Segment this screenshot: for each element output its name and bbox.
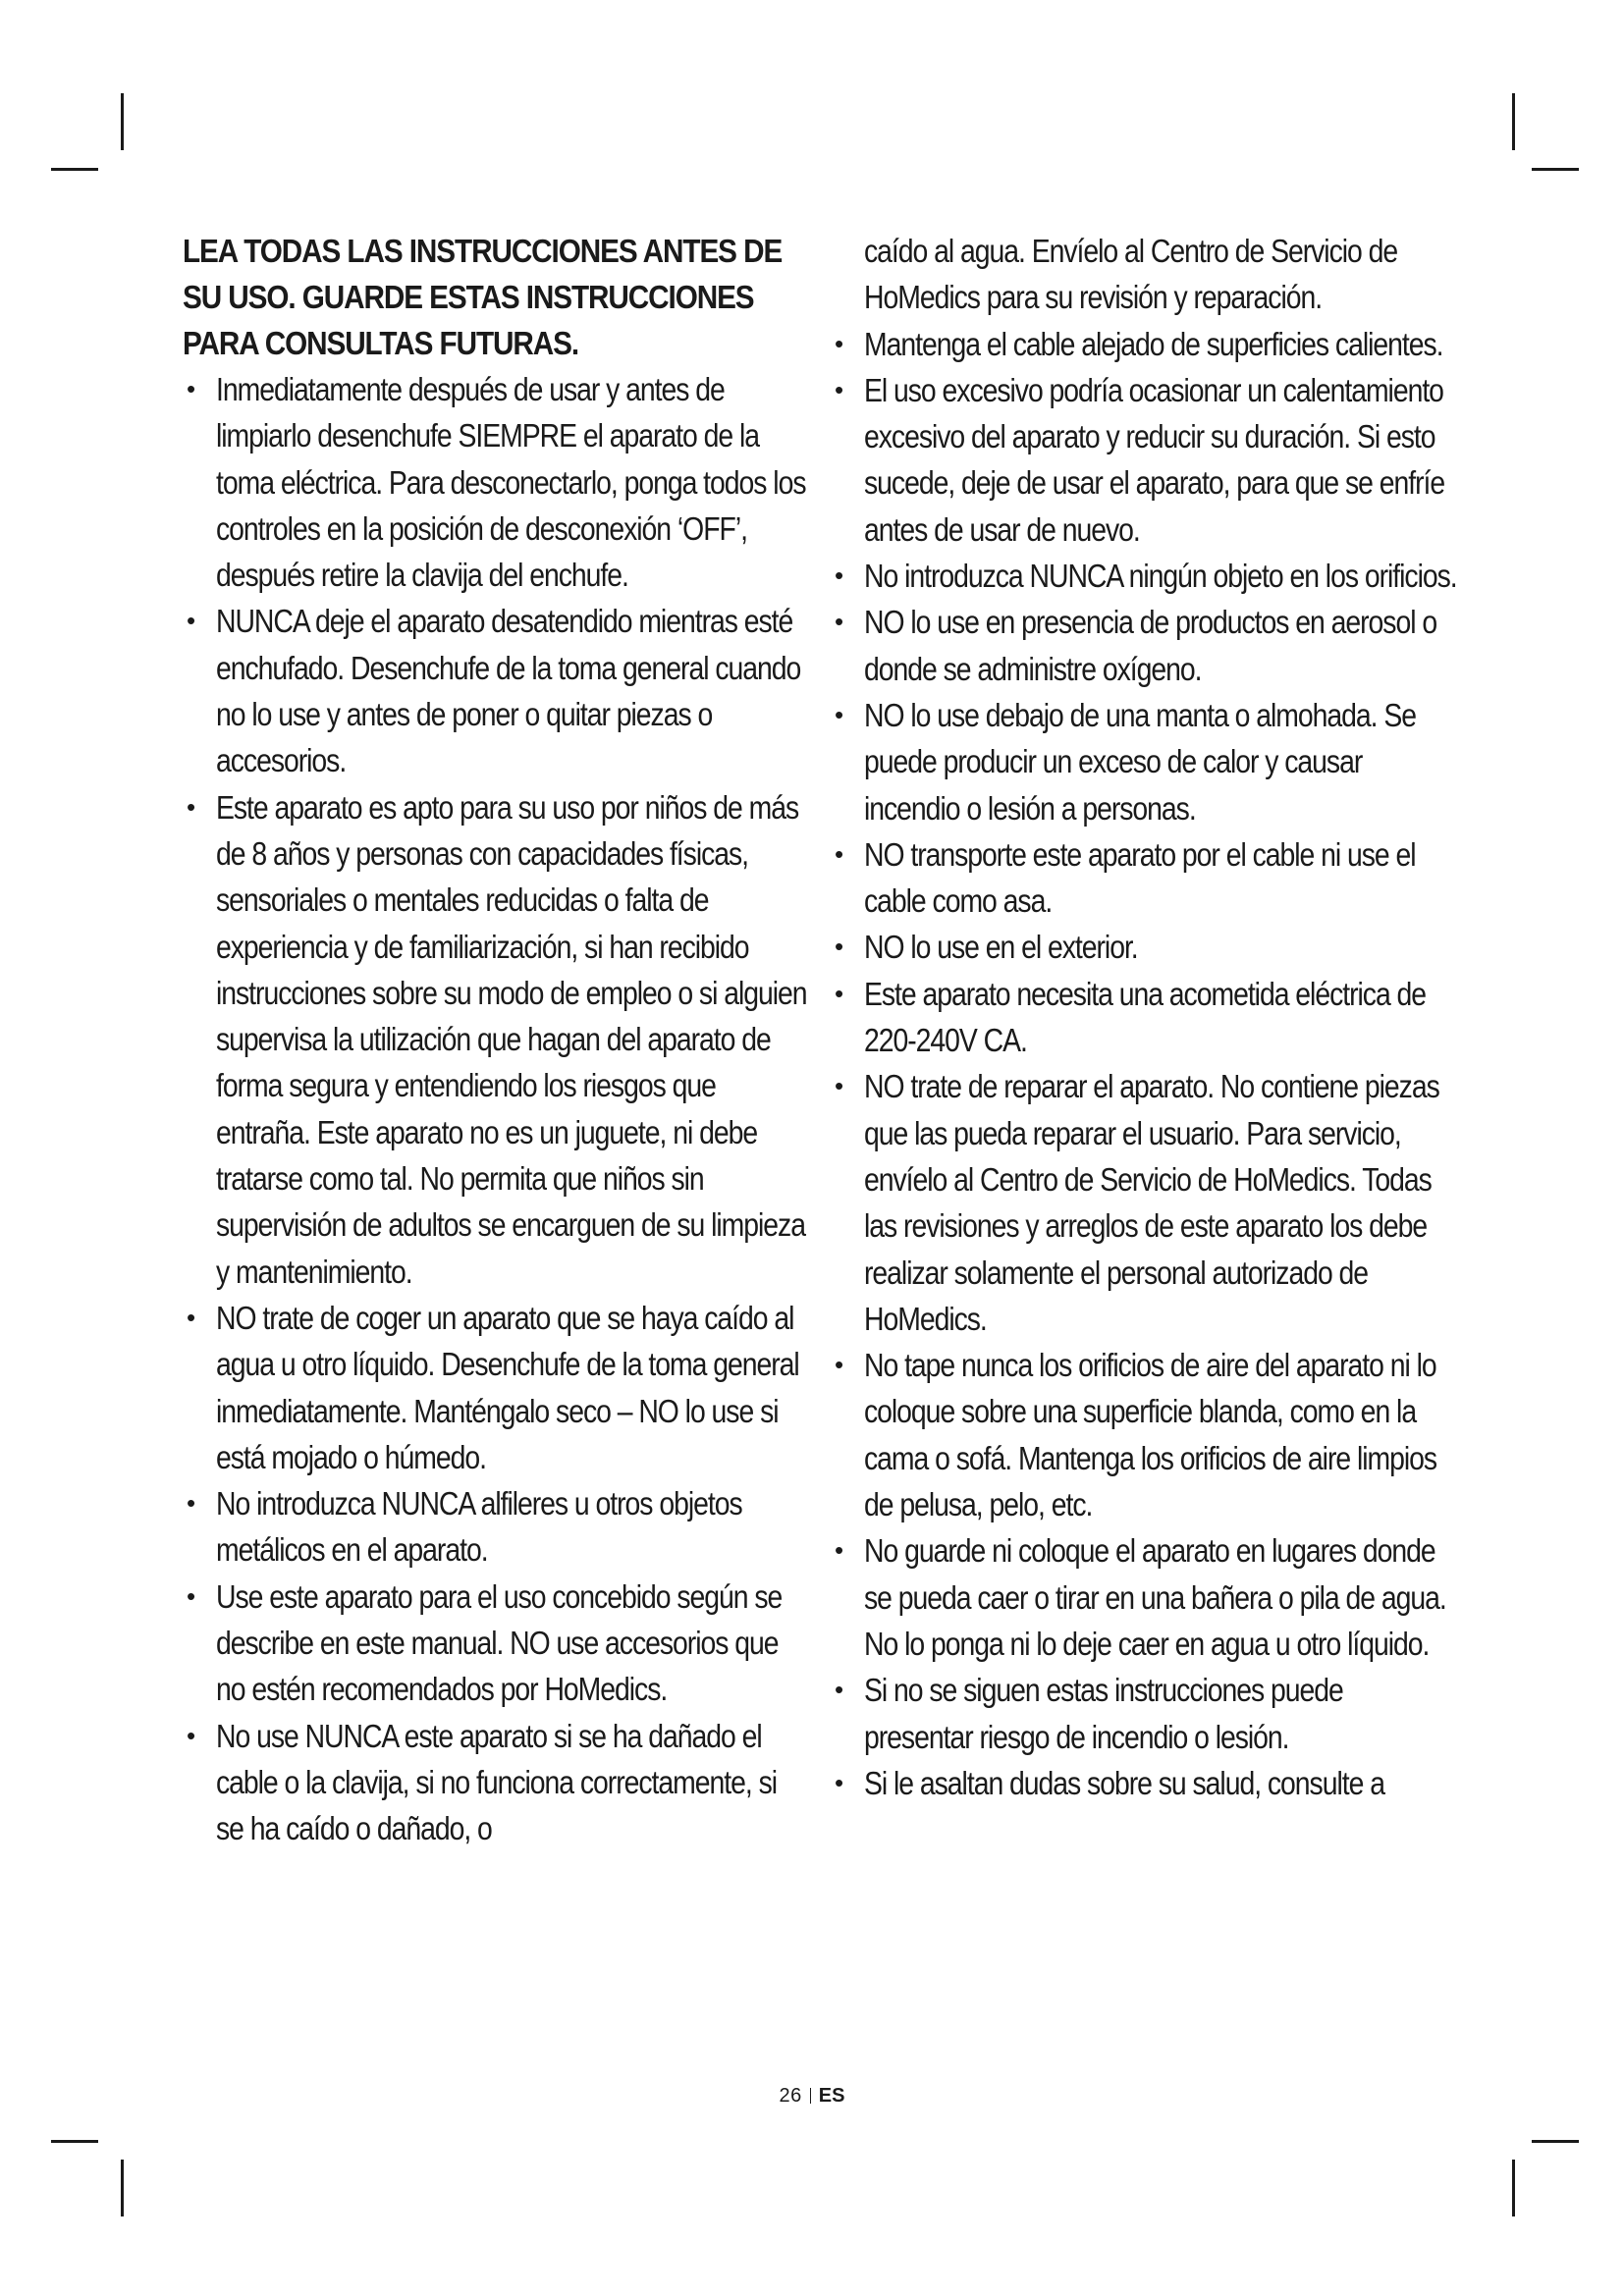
list-item: • NO lo use en el exterior. [831, 924, 1459, 970]
continued-text: caído al agua. Envíelo al Centro de Servicio de HoMedics para su revisión y reparación. [864, 233, 1398, 316]
list-item: • Este aparato es apto para su uso por niños de más de 8 años y personas con capacidades físicas, sensoriales o mentales reducidas o falta de experiencia y de familiarización, si han recibido instrucciones sobre su modo de empleo o si alguien supervisa la utilización que hagan del aparato de forma segura y entendiendo los riesgos que entraña. Este aparato no es un juguete, ni debe tratarse como tal. No permita que niños sin supervisión de adultos se encarguen de su limpieza y mantenimiento. [183, 784, 811, 1295]
crop-mark-bottom-left-horizontal [51, 2140, 98, 2143]
left-column [183, 228, 811, 1852]
list-item: • No tape nunca los orificios de aire del aparato ni lo coloque sobre una superficie blanda, como en la cama o sofá. Mantenga los orificios de aire limpios de pelusa, pelo, etc. [831, 1342, 1459, 1527]
list-item: • Este aparato necesita una acometida eléctrica de 220-240V CA. [831, 971, 1459, 1064]
right-column [831, 228, 1459, 1806]
list-item: • NO trate de reparar el aparato. No contiene piezas que las pueda reparar el usuario. Para servicio, envíelo al Centro de Servicio de HoMedics. Todas las revisiones y arreglos de este aparato los debe realizar solamente el personal autorizado de HoMedics. [831, 1063, 1459, 1342]
list-item: • Si no se siguen estas instrucciones puede presentar riesgo de incendio o lesión. [831, 1667, 1459, 1760]
crop-mark-bottom-left-vertical [121, 2160, 124, 2216]
list-item: • No guarde ni coloque el aparato en lugares donde se pueda caer o tirar en una bañera o pila de agua. No lo ponga ni lo deje caer en agua u otro líquido. [831, 1527, 1459, 1667]
section-heading: LEA TODAS LAS INSTRUCCIONES ANTES DE SU USO. GUARDE ESTAS INSTRUCCIONES PARA CONSULTAS FUTURAS. [183, 233, 783, 361]
list-item: • NO trate de coger un aparato que se haya caído al agua u otro líquido. Desenchufe de la toma general inmediatamente. Manténgalo seco – NO lo use si está mojado o húmedo. [183, 1295, 811, 1480]
list-item: • Si le asaltan dudas sobre su salud, consulte a [831, 1760, 1459, 1806]
list-item: • Mantenga el cable alejado de superficies calientes. [831, 321, 1459, 367]
list-item: • Use este aparato para el uso concebido según se describe en este manual. NO use accesorios que no estén recomendados por HoMedics. [183, 1574, 811, 1713]
list-item: • NO lo use debajo de una manta o almohada. Se puede producir un exceso de calor y causar incendio o lesión a personas. [831, 692, 1459, 831]
list-item: • El uso excesivo podría ocasionar un calentamiento excesivo del aparato y reducir su duración. Si esto sucede, deje de usar el aparato, para que se enfríe antes de usar de nuevo. [831, 367, 1459, 553]
crop-mark-top-left-horizontal [51, 168, 98, 171]
list-item: • NO lo use en presencia de productos en aerosol o donde se administre oxígeno. [831, 599, 1459, 692]
language-code: ES [818, 2085, 845, 2107]
crop-mark-bottom-right-vertical [1512, 2160, 1515, 2216]
list-item: • No introduzca NUNCA alfileres u otros objetos metálicos en el aparato. [183, 1480, 811, 1574]
page-number: 26 [779, 2085, 802, 2107]
crop-mark-bottom-right-horizontal [1532, 2140, 1579, 2143]
list-item: • Inmediatamente después de usar y antes de limpiarlo desenchufe SIEMPRE el aparato de la toma eléctrica. Para desconectarlo, ponga todos los controles en la posición de desconexión ‘OFF’, después retire la clavija del enchufe. [183, 366, 811, 598]
list-item: • No use NUNCA este aparato si se ha dañado el cable o la clavija, si no funciona correctamente, si se ha caído o dañado, o [183, 1713, 811, 1852]
crop-mark-top-left-vertical [121, 93, 124, 150]
crop-mark-top-right-vertical [1512, 93, 1515, 150]
left-bullet-list [183, 366, 811, 1852]
list-item: • NUNCA deje el aparato desatendido mientras esté enchufado. Desenchufe de la toma general cuando no lo use y antes de poner o quitar piezas o accesorios. [183, 598, 811, 783]
list-item: • NO transporte este aparato por el cable ni use el cable como asa. [831, 831, 1459, 925]
right-bullet-list [831, 321, 1459, 1807]
crop-mark-top-right-horizontal [1532, 168, 1579, 171]
page-footer [0, 2085, 1624, 2108]
list-item: • No introduzca NUNCA ningún objeto en los orificios. [831, 553, 1459, 599]
footer-divider [810, 2088, 811, 2104]
